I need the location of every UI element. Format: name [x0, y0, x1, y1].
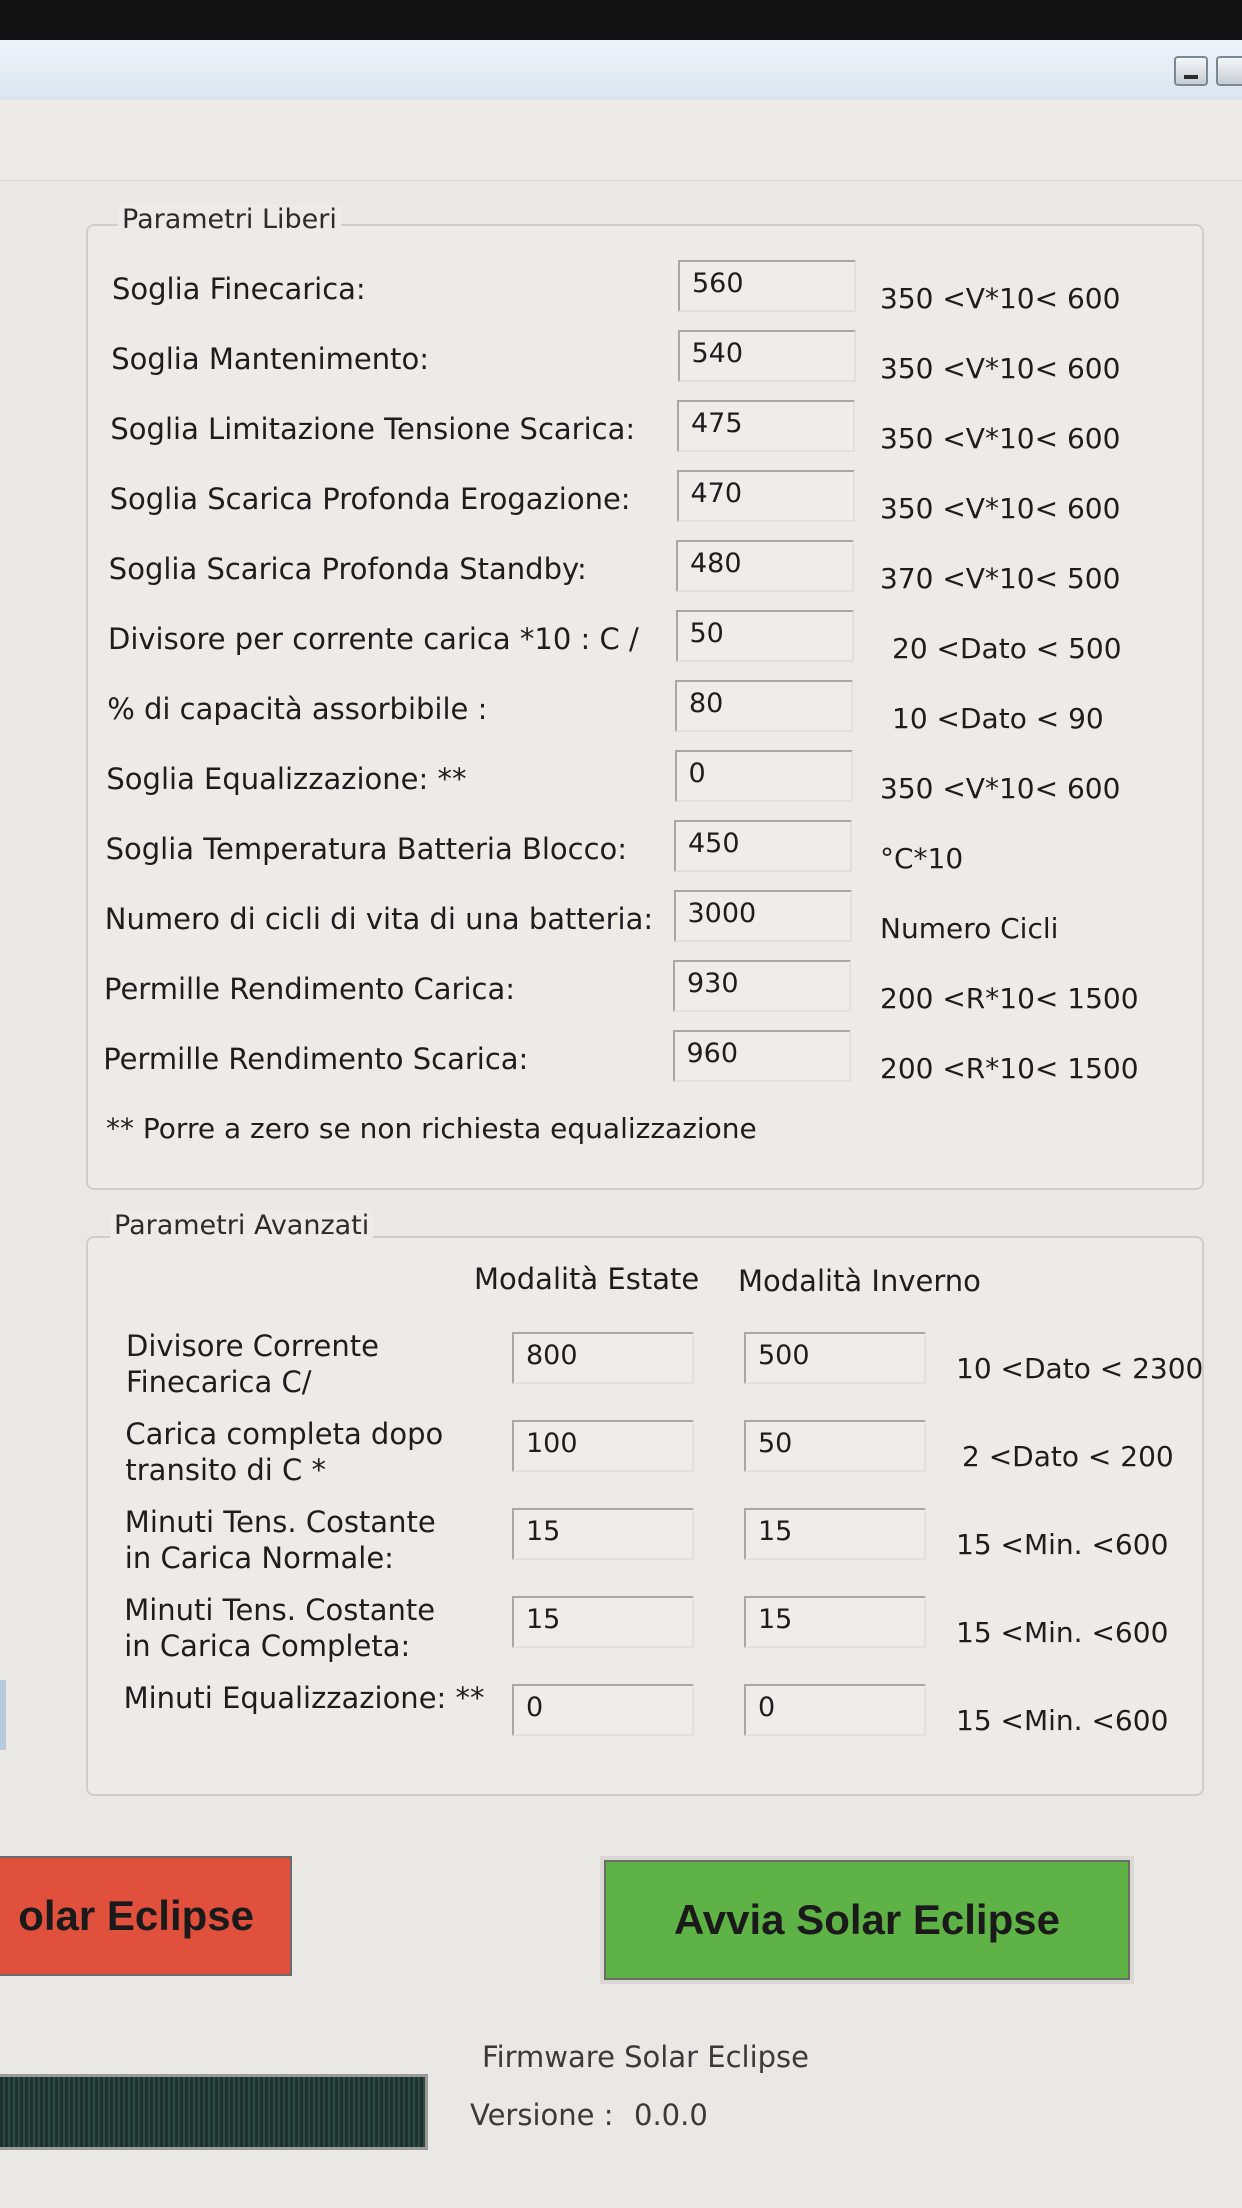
free-param-label: Numero di cicli di vita di una batteria: [104, 902, 654, 936]
winter-value-input[interactable]: 0 [744, 1684, 926, 1736]
advanced-param-label: Minuti Tens. Costante in Carica Completa: [124, 1593, 436, 1663]
summer-value-input[interactable]: 15 [512, 1596, 694, 1648]
minimize-button[interactable] [1174, 56, 1208, 86]
firmware-label: Firmware Solar Eclipse [482, 2040, 809, 2074]
free-param-range: 20 <Dato < 500 [892, 632, 1122, 665]
version-value: 0.0.0 [634, 2098, 708, 2132]
free-param-label: Divisore per corrente carica *10 : C / [108, 622, 639, 656]
winter-value-input[interactable]: 50 [744, 1420, 926, 1472]
progress-bar [0, 2074, 428, 2150]
window-titlebar [0, 40, 1242, 101]
advanced-param-label: Divisore Corrente Finecarica C/ [126, 1329, 379, 1399]
winter-value-input[interactable]: 15 [744, 1596, 926, 1648]
summer-value-input[interactable]: 100 [512, 1420, 694, 1472]
summer-value-input[interactable]: 800 [512, 1332, 694, 1384]
version-label: Versione : [470, 2098, 614, 2132]
free-param-label: Soglia Scarica Profonda Standby: [108, 552, 587, 586]
free-param-label: Soglia Mantenimento: [111, 342, 430, 376]
winter-value-input[interactable]: 15 [744, 1508, 926, 1560]
stop-solar-eclipse-button[interactable]: olar Eclipse [0, 1856, 292, 1976]
free-param-input[interactable]: 475 [677, 400, 855, 452]
free-param-label: Permille Rendimento Carica: [104, 972, 516, 1006]
free-param-range: 10 <Dato < 90 [892, 702, 1104, 735]
maximize-button[interactable] [1216, 56, 1242, 86]
free-param-range: 350 <V*10< 600 [880, 282, 1121, 315]
free-param-input[interactable]: 50 [676, 610, 854, 662]
free-param-label: Permille Rendimento Scarica: [103, 1042, 529, 1076]
free-param-label: Soglia Limitazione Tensione Scarica: [110, 412, 636, 446]
free-param-range: Numero Cicli [880, 912, 1059, 945]
advanced-param-label: Minuti Tens. Costante in Carica Normale: [124, 1505, 436, 1575]
free-param-input[interactable]: 80 [675, 680, 853, 732]
free-param-label: Soglia Temperatura Batteria Blocco: [105, 832, 628, 866]
free-param-range: 370 <V*10< 500 [880, 562, 1121, 595]
free-param-input[interactable]: 930 [673, 960, 851, 1012]
advanced-param-range: 15 <Min. <600 [956, 1528, 1169, 1561]
advanced-param-label: Minuti Equalizzazione: ** [123, 1681, 485, 1715]
advanced-param-range: 15 <Min. <600 [956, 1616, 1169, 1649]
window-edge [0, 1680, 6, 1750]
free-param-range: 200 <R*10< 1500 [880, 982, 1139, 1015]
free-param-input[interactable]: 0 [675, 750, 853, 802]
advanced-param-label: Carica completa dopo transito di C * [125, 1417, 444, 1487]
advanced-params-title: Parametri Avanzati [110, 1210, 373, 1241]
free-param-input[interactable]: 960 [673, 1030, 851, 1082]
advanced-param-range: 2 <Dato < 200 [962, 1440, 1174, 1473]
free-param-label: % di capacità assorbibile : [107, 692, 488, 726]
minimize-icon [1184, 75, 1198, 79]
advanced-param-range: 15 <Min. <600 [956, 1704, 1169, 1737]
toolbar-area [0, 100, 1242, 181]
summer-value-input[interactable]: 15 [512, 1508, 694, 1560]
free-params-title: Parametri Liberi [118, 204, 341, 235]
monitor-bezel [0, 0, 1242, 40]
free-param-input[interactable]: 480 [676, 540, 854, 592]
free-param-input[interactable]: 540 [678, 330, 856, 382]
free-param-range: 350 <V*10< 600 [880, 422, 1121, 455]
free-param-range: 350 <V*10< 600 [880, 772, 1121, 805]
free-param-range: °C*10 [880, 842, 964, 875]
free-param-range: 350 <V*10< 600 [880, 352, 1121, 385]
free-param-label: Soglia Finecarica: [112, 272, 366, 306]
advanced-param-range: 10 <Dato < 2300 [956, 1352, 1204, 1385]
free-param-input[interactable]: 560 [678, 260, 856, 312]
start-solar-eclipse-button[interactable]: Avvia Solar Eclipse [604, 1860, 1130, 1980]
free-param-input[interactable]: 450 [674, 820, 852, 872]
free-param-label: Soglia Equalizzazione: ** [106, 762, 467, 796]
winter-mode-header: Modalità Inverno [738, 1264, 981, 1298]
free-param-label: Soglia Scarica Profonda Erogazione: [109, 482, 631, 516]
equalization-note: ** Porre a zero se non richiesta equalizzazione [106, 1112, 757, 1145]
winter-value-input[interactable]: 500 [744, 1332, 926, 1384]
summer-value-input[interactable]: 0 [512, 1684, 694, 1736]
free-param-range: 350 <V*10< 600 [880, 492, 1121, 525]
free-param-input[interactable]: 470 [677, 470, 855, 522]
free-param-input[interactable]: 3000 [674, 890, 852, 942]
summer-mode-header: Modalità Estate [474, 1262, 700, 1296]
free-param-range: 200 <R*10< 1500 [880, 1052, 1139, 1085]
